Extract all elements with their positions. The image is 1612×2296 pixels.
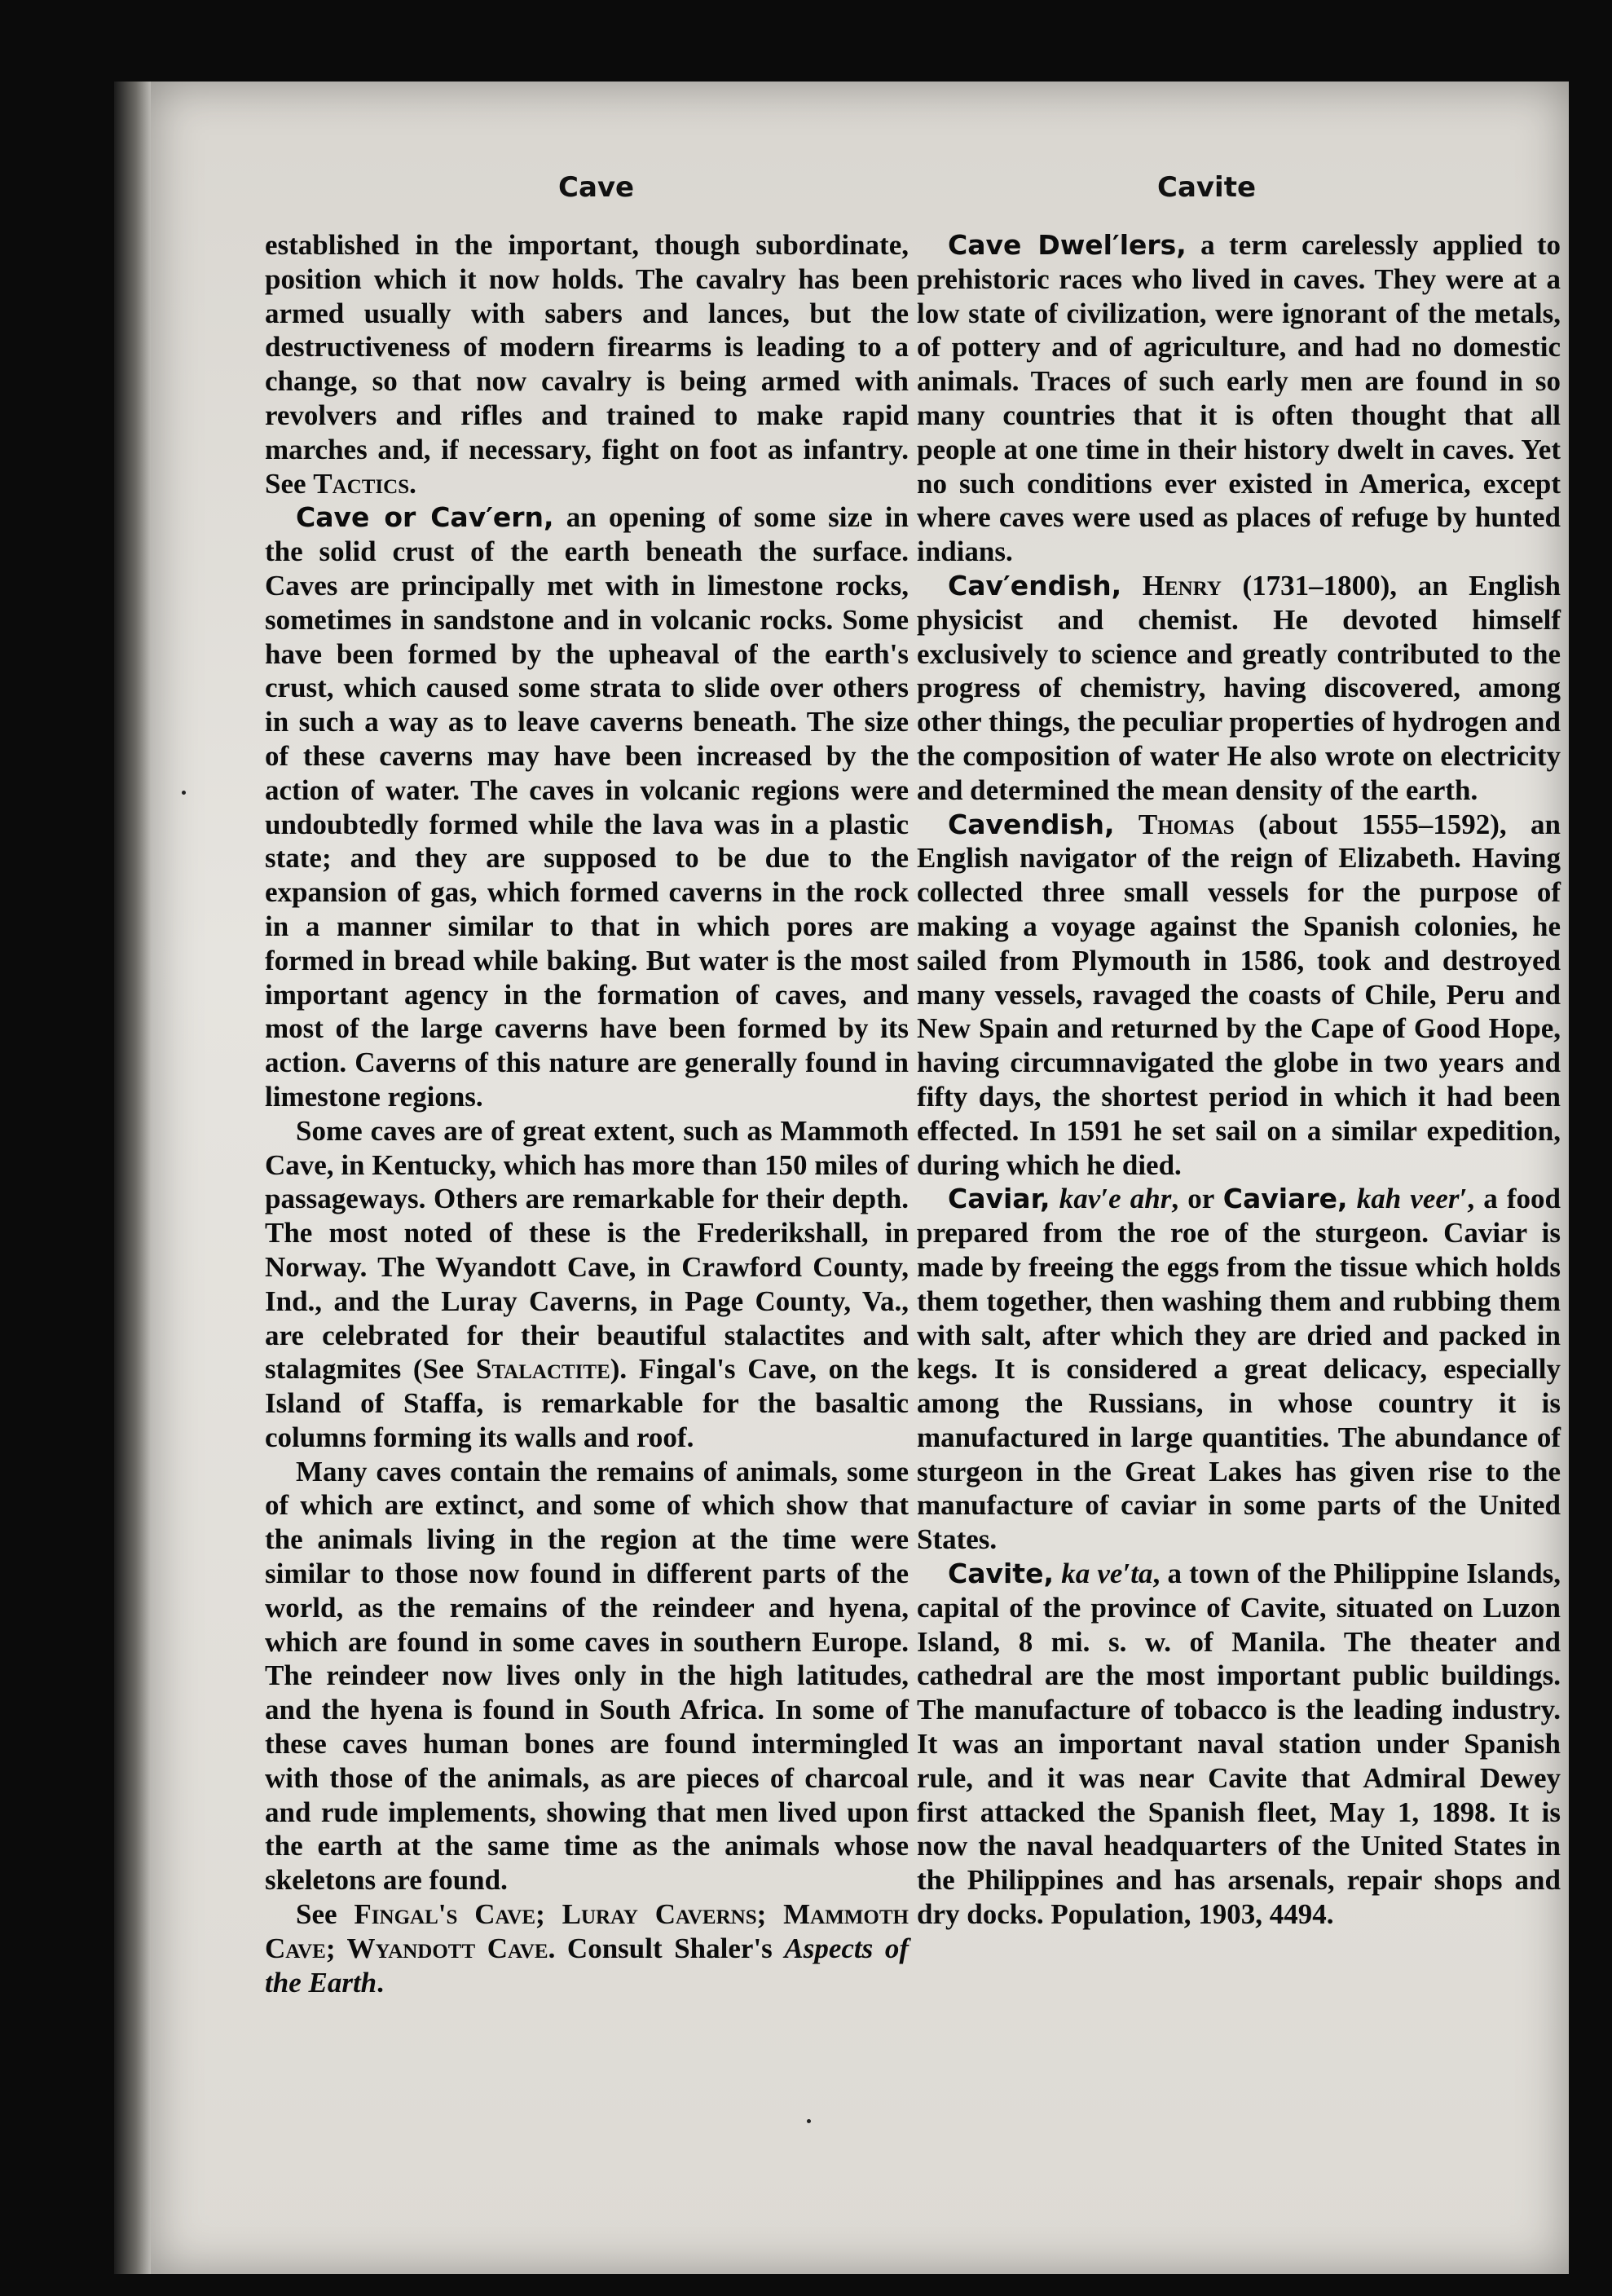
entry-text: a term carelessly applied to prehistoric races who lived in caves. They were at a low state of civilization, were ignorant of the metals, of pottery and of agriculture, and had no domestic animals. Traces of such early men are found in so many countries that it is often thought that all people at one time in their history dwelt in caves. Yet no such conditions ever existed in America, except where caves were used as places of refuge by hunted indians. xyxy=(917,229,1561,568)
entry-cavendish-henry xyxy=(917,569,1561,808)
paragraph-text: Many caves contain the remains of animals, some of which are extinct, and some of which show that the animals living in the region at the time were similar to those now found in different parts of the world, as the remains of the reindeer and hyena, which are found in some caves in southern Europe. The reindeer now lives only in the high latitudes, and the hyena is found in South Africa. In some of these caves human bones are found intermingled with those of the animals, as are pieces of charcoal and rude implements, showing that men lived upon the earth at the same time as the animals whose skeletons are found. xyxy=(265,1455,909,1897)
paragraph-cave-remains xyxy=(265,1455,909,1897)
cross-reference: Fingal's Cave; Luray Caverns; Mammoth Cave; Wyandott Cave xyxy=(265,1898,909,1964)
pronunciation: kav′e ahr xyxy=(1059,1183,1172,1215)
pronunciation: ka ve′ta xyxy=(1061,1558,1153,1590)
running-head-right: Cavite xyxy=(1157,171,1257,204)
running-head-left: Cave xyxy=(558,171,635,204)
book-title: Aspects of the Earth xyxy=(265,1932,909,1999)
paragraph-text: . xyxy=(409,467,416,500)
entry-cavendish-thomas xyxy=(917,808,1561,1183)
left-column xyxy=(265,228,909,1999)
entry-headword: Cav′endish, xyxy=(948,569,1122,602)
paragraph-text: ). Fingal's Cave, on the Island of Staffa, is remarkable for the basaltic columns forming its walls and roof. xyxy=(265,1353,909,1453)
entry-headword: Cavendish, xyxy=(948,808,1115,840)
entry-headword: Cave Dwel′lers, xyxy=(948,229,1187,261)
entry-headword: Caviar, xyxy=(948,1183,1050,1215)
entry-text: , or xyxy=(1171,1183,1223,1215)
entry-headword: Cavite, xyxy=(948,1558,1055,1590)
paragraph-text: . xyxy=(377,1966,384,1999)
right-column xyxy=(917,228,1561,1932)
cross-reference: Tactics xyxy=(313,467,410,500)
scan-speck xyxy=(182,791,186,795)
paragraph-text: established in the important, though subordinate, position which it now holds. The cavalry has been armed usually with sabers and lances, but the destructiveness of modern firearms is leading to a change, so that now cavalry is being armed with revolvers and rifles and trained to make rapid marches and, if necessary, fight on foot as infantry. See xyxy=(265,229,909,500)
entry-headword: Cave or Cav′ern, xyxy=(296,501,554,534)
entry-text: , a town of the Philippine Islands, capital of the province of Cavite, situated on Luzon Island, 8 mi. s. w. of Manila. The theater and cathedral are the most important public buildings. The manufacture of tobacco is the leading industry. It was an important naval station under Spanish rule, and it was near Cavite that Admiral Dewey first attacked the Spanish fleet, May 1, 1898. It is now the naval headquarters of the United States in the Philippines and has arsenals, repair shops and dry docks. Population, 1903, 4494. xyxy=(917,1558,1561,1931)
entry-forename: Thomas xyxy=(1138,808,1235,840)
entry-cave xyxy=(265,500,909,1113)
paragraph-cave-extent xyxy=(265,1114,909,1455)
pronunciation: kah veer′ xyxy=(1356,1183,1468,1215)
entry-text: (about 1555–1592), an English navigator of the reign of Elizabeth. Having collected three small vessels for the purpose of making a voyage against the Spanish colonies, he sailed from Plymouth in 1586, took and destroyed many vessels, ravaged the coasts of Chile, Peru and New Spain and returned by the Cape of Good Hope, having circumnavigated the globe in two years and fifty days, the shortest period in which it had been effected. In 1591 he set sail on a similar expedition, during which he died. xyxy=(917,808,1561,1181)
entry-cave-dwellers xyxy=(917,228,1561,569)
entry-text: , a food prepared from the roe of the sturgeon. Caviar is made by freeing the eggs from the tissue which holds them together, then washing them and rubbing them with salt, after which they are dried and packed in kegs. It is considered a great delicacy, especially among the Russians, in whose country it is manufactured in large quantities. The abundance of sturgeon in the Great Lakes has given rise to the manufacture of caviar in some parts of the United States. xyxy=(917,1183,1561,1556)
entry-headword: Caviare, xyxy=(1222,1183,1348,1215)
entry-text: an opening of some size in the solid crust of the earth beneath the surface. Caves are principally met with in limestone rocks, sometimes in sandstone and in volcanic rocks. Some have been formed by the upheaval of the earth's crust, which caused some strata to slide over others in such a way as to leave caverns beneath. The size of these caverns may have been increased by the action of water. The caves in volcanic regions were undoubtedly formed while the lava was in a plastic state; and they are supposed to be due to the expansion of gas, which formed caverns in the rock in a manner similar to that in which pores are formed in bread while baking. But water is the most important agency in the formation of caves, and most of the large caverns have been formed by its action. Caverns of this nature are generally found in limestone regions. xyxy=(265,501,909,1113)
paragraph-text: See xyxy=(296,1898,355,1931)
scan-speck xyxy=(807,2119,811,2123)
entry-cavite xyxy=(917,1557,1561,1932)
entry-caviar xyxy=(917,1182,1561,1557)
paragraph-see-also xyxy=(265,1897,909,1999)
paragraph-cavalry-continued xyxy=(265,228,909,500)
paragraph-text: Some caves are of great extent, such as Mammoth Cave, in Kentucky, which has more than 150 miles of passageways. Others are remarkable for their depth. The most noted of these is the Frederikshall, in Norway. The Wyandott Cave, in Crawford County, Ind., and the Luray Caverns, in Page County, Va., are celebrated for their beautiful stalactites and stalagmites (See xyxy=(265,1114,909,1386)
book-page xyxy=(151,82,1569,2274)
paragraph-text: . Consult Shaler's xyxy=(548,1932,785,1964)
entry-forename: Henry xyxy=(1142,569,1222,602)
entry-text: (1731–1800), an English physicist and chemist. He devoted himself exclusively to science and greatly contributed to the progress of chemistry, having discovered, among other things, the peculiar properties of hydrogen and the composition of water He also wrote on electricity and determined the mean density of the earth. xyxy=(917,569,1561,806)
cross-reference: Stalactite xyxy=(475,1353,610,1386)
